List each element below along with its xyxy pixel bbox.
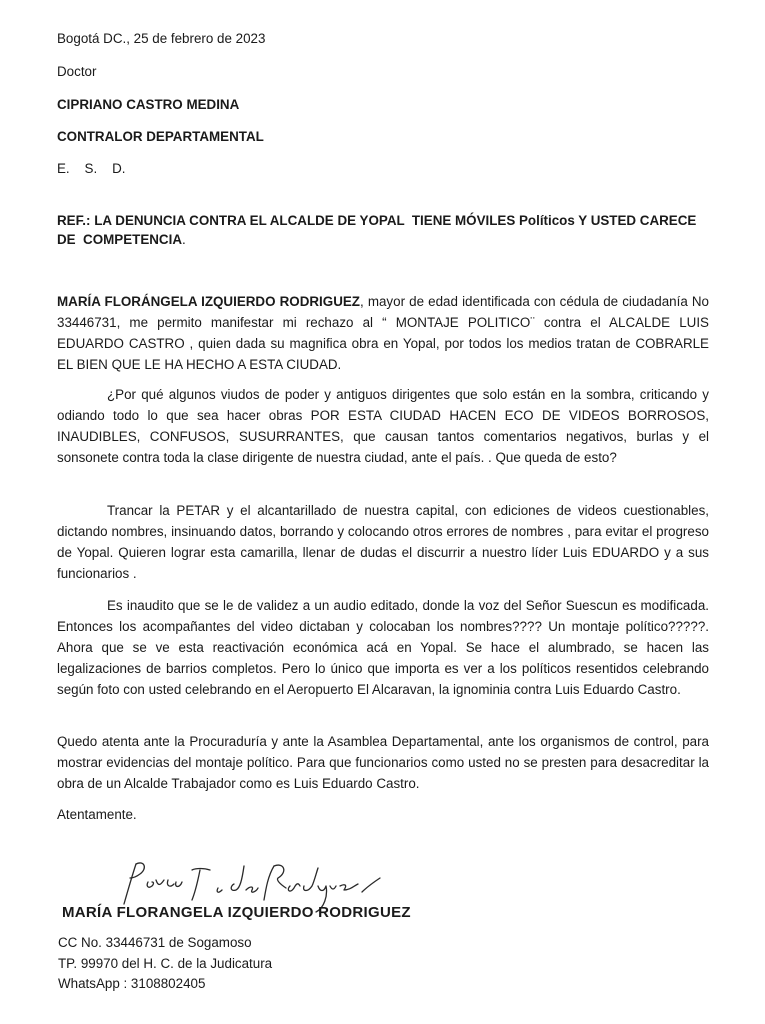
- ref-line-2: [57, 229, 186, 250]
- paragraph-3-text: Trancar la PETAR y el alcantarillado de nuestra capital, con ediciones de videos cuestionables, dictando nombres, insinuando datos, borrando y colocando otros errores de nombres , para evitar el progreso de Yopal. Quieren lograr esta camarilla, llenar de dudas el discurrir a nuestro líder Luis EDUARDO y a sus funcionarios .: [57, 503, 709, 581]
- paragraph-5-text: Quedo atenta ante la Procuraduría y ante la Asamblea Departamental, ante los organismos de control, para mostrar evidencias del montaje político. Para que funcionarios como usted no se presten para desacreditar la obra de un Alcalde Trabajador como es Luis Eduardo Castro.: [57, 734, 709, 791]
- paragraph-4: [57, 595, 709, 700]
- paragraph-2-text: ¿Por qué algunos viudos de poder y antiguos dirigentes que solo están en la sombra, criticando y odiando todo lo que sea hacer obras POR ESTA CIUDAD HACEN ECO DE VIDEOS BORROSOS, INAUDIBLES, CONFUSOS, SUSURRANTES, que causan tantos comentarios negativos, burlas y el sonsonete contra toda la clase dirigente de nuestra ciudad, ante el país. . Que queda de esto?: [57, 387, 709, 465]
- ref-line-2-end: .: [182, 232, 186, 247]
- paragraph-2: [57, 384, 709, 468]
- paragraph-5: [57, 731, 709, 794]
- footer-cc: CC No. 33446731 de Sogamoso: [58, 935, 252, 950]
- paragraph-1-text: , mayor de edad identificada con cédula de ciudadanía No 33446731, me permito manifestar mi rechazo al “ MONTAJE POLITICO¨ contra el ALCALDE LUIS EDUARDO CASTRO , quien dada su magnifica obra en Yopal, por todos los medios tratan de COBRARLE EL BIEN QUE LE HA HECHO A ESTA CIUDAD.: [57, 294, 709, 372]
- footer-whatsapp: WhatsApp : 3108802405: [58, 976, 206, 991]
- ref-line-2-text: DE COMPETENCIA: [57, 232, 182, 247]
- signature-printed-name: MARÍA FLORANGELA IZQUIERDO RODRIGUEZ: [62, 904, 411, 921]
- esd-line: E. S. D.: [57, 161, 126, 176]
- salutation: Doctor: [57, 64, 97, 79]
- recipient-name: CIPRIANO CASTRO MEDINA: [57, 97, 240, 112]
- place-date: Bogotá DC., 25 de febrero de 2023: [57, 31, 266, 46]
- sender-name-inline: MARÍA FLORÁNGELA IZQUIERDO RODRIGUEZ: [57, 294, 360, 309]
- paragraph-1: [57, 291, 709, 375]
- ref-line-1: REF.: LA DENUNCIA CONTRA EL ALCALDE DE YOPAL TIENE MÓVILES Políticos Y USTED CARECE: [57, 213, 697, 228]
- recipient-title: CONTRALOR DEPARTAMENTAL: [57, 129, 264, 144]
- paragraph-4-text: Es inaudito que se le de validez a un audio editado, donde la voz del Señor Suescun es modificada. Entonces los acompañantes del video dictaban y colocaban los nombres???? Un montaje político?????. Ahora que se ve esta reactivación económica acá en Yopal. Se hace el alumbrado, se hacen las legalizaciones de barrios completos. Pero lo único que importa es ver a los políticos resentidos celebrando según foto con usted celebrando en el Aeropuerto El Alcaravan, la ignominia contra Luis Eduardo Castro.: [57, 598, 709, 697]
- paragraph-3: [57, 500, 709, 584]
- closing: Atentamente.: [57, 807, 137, 822]
- footer-tp: TP. 99970 del H. C. de la Judicatura: [58, 956, 273, 971]
